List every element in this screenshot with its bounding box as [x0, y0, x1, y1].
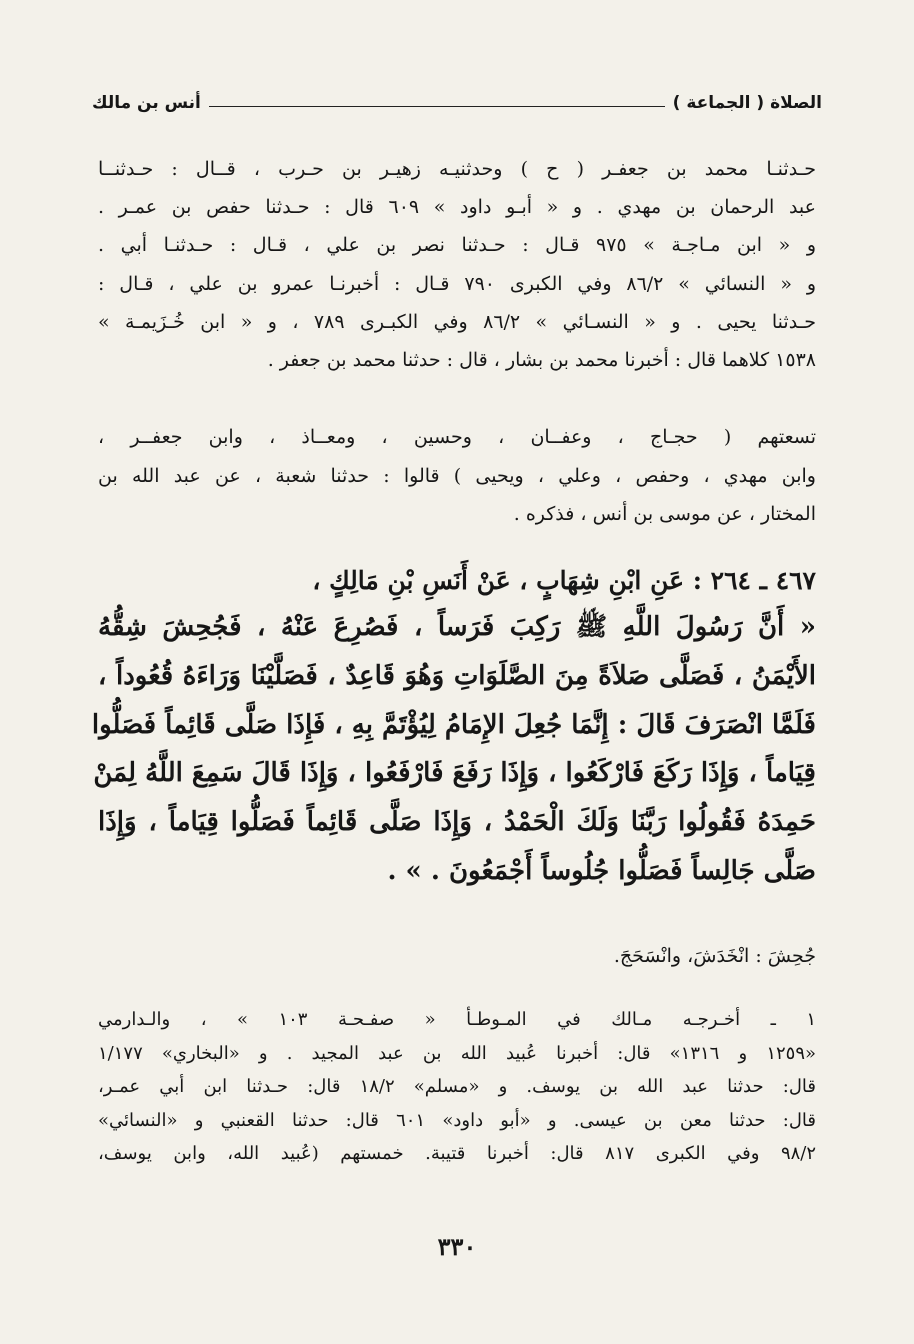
hadith-number-and-chain: ٤٦٧ ـ ٢٦٤ : عَنِ ابْنِ شِهَابٍ ، عَنْ أَنَسِ بْنِ مَالِكٍ ،: [312, 566, 816, 595]
text-line: تسعتهم ( حجـاج ، وعفــان ، وحسين ، ومعــاذ ، وابن جعفــر ،: [98, 426, 816, 448]
hadith-line: صَلَّى جَالِساً فَصَلُّوا جُلُوساً أَجْمَعُونَ . » .: [387, 855, 816, 886]
text-line: المختار ، عن موسى بن أنس ، فذكره .: [513, 503, 816, 525]
narrators-paragraph: [98, 418, 816, 534]
footnote-line: قال: حدثنا معن بن عيسى. و «أبو داود» ٦٠١ قال: حدثنا القعنبي و «النسائي»: [98, 1109, 817, 1131]
text-line: عبد الرحمان بن مهدي . و « أبـو داود » ٦٠٩ قال : حـدثنا حفص بن عمـر .: [98, 196, 816, 219]
sources-paragraph: [98, 150, 816, 379]
text-line: وابن مهدي ، وحفص ، وعلي ، ويحيى ) قالوا : حدثنا شعبة ، عن عبد الله بن: [98, 464, 816, 487]
text-line: حـدثنا يحيى . و « النسـائي » ٨٦/٢ وفي الكبـرى ٧٨٩ ، و « ابن خُـزَيمـة »: [98, 310, 816, 333]
gloss-line: جُحِشَ : انْخَدَشَ، وانْسَحَجَ.: [613, 945, 816, 967]
hadith-line: حَمِدَهُ فَقُولُوا رَبَّنَا وَلَكَ الْحَمْدُ ، وَإِذَا صَلَّى قَائِماً فَصَلُّوا قِيَاماً ، وَإِذَا: [98, 807, 816, 838]
text-line: ١٥٣٨ كلاهما قال : أخبرنا محمد بن بشار ، قال : حدثنا محمد بن جعفر .: [267, 349, 816, 372]
hadith-line: فَلَمَّا انْصَرَفَ قَالَ : إِنَّمَا جُعِلَ الإِمَامُ لِيُؤْتَمَّ بِهِ ، فَإِذَا صَلَّى قَائِماً فَصَلُّوا: [91, 709, 816, 740]
hadith-line: الأَيْمَنُ ، فَصَلَّى صَلاَةً مِنَ الصَّلَوَاتِ وَهُوَ قَاعِدٌ ، فَصَلَّيْنَا وَرَاءَهُ قُعُوداً ،: [98, 660, 816, 691]
running-header: [92, 92, 822, 114]
page-number: ٣٣٠: [437, 1232, 477, 1261]
footnote-line: «١٢٥٩ و ١٣١٦» قال: أخبرنا عُبيد الله بن عبد المجيد . و «البخاري» ١/١٧٧: [98, 1042, 816, 1064]
footnotes: [98, 1003, 816, 1171]
hadith-heading: [98, 561, 816, 601]
hadith-text: [91, 603, 816, 896]
word-gloss: [98, 940, 816, 972]
text-line: حـدثنـا محمد بن جعفـر ( ح ) وحدثنيـه زهيـر بن حـرب ، قــال : حـدثنــا: [98, 158, 816, 180]
hadith-line: « أَنَّ رَسُولَ اللَّهِ ﷺ رَكِبَ فَرَساً ، فَصُرِعَ عَنْهُ ، فَجُحِشَ شِقُّهُ: [98, 612, 816, 642]
text-line: و « النسائي » ٨٦/٢ وفي الكبرى ٧٩٠ قـال : أخبرنـا عمرو بن علي ، قـال :: [98, 272, 816, 295]
text-line: و « ابن مـاجـة » ٩٧٥ قـال : حـدثنا نصر بن علي ، قـال : حـدثنـا أبي .: [98, 234, 816, 257]
companion-title: أنس بن مالك: [92, 93, 201, 113]
footnote-line: ١ ـ أخـرجـه مـالك في المـوطـأ « صفـحـة ١٠٣ » ، والـدارمي: [98, 1009, 816, 1030]
chapter-title: الصلاة ( الجماعة ): [672, 93, 822, 113]
header-rule: [209, 106, 665, 107]
footnote-line: ٩٨/٢ وفي الكبرى ٨١٧ قال: أخبرنا قتيبة. خمستهم (عُبيد الله، وابن يوسف،: [98, 1143, 817, 1164]
hadith-line: قِيَاماً ، وَإِذَا رَكَعَ فَارْكَعُوا ، وَإِذَا رَفَعَ فَارْفَعُوا ، وَإِذَا قَالَ سَمِعَ اللَّهُ لِمَنْ: [93, 758, 816, 789]
footnote-line: قال: حدثنا عبد الله بن يوسف. و «مسلم» ١٨/٢ قال: حـدثنا ابن أبي عمـر،: [98, 1076, 816, 1097]
